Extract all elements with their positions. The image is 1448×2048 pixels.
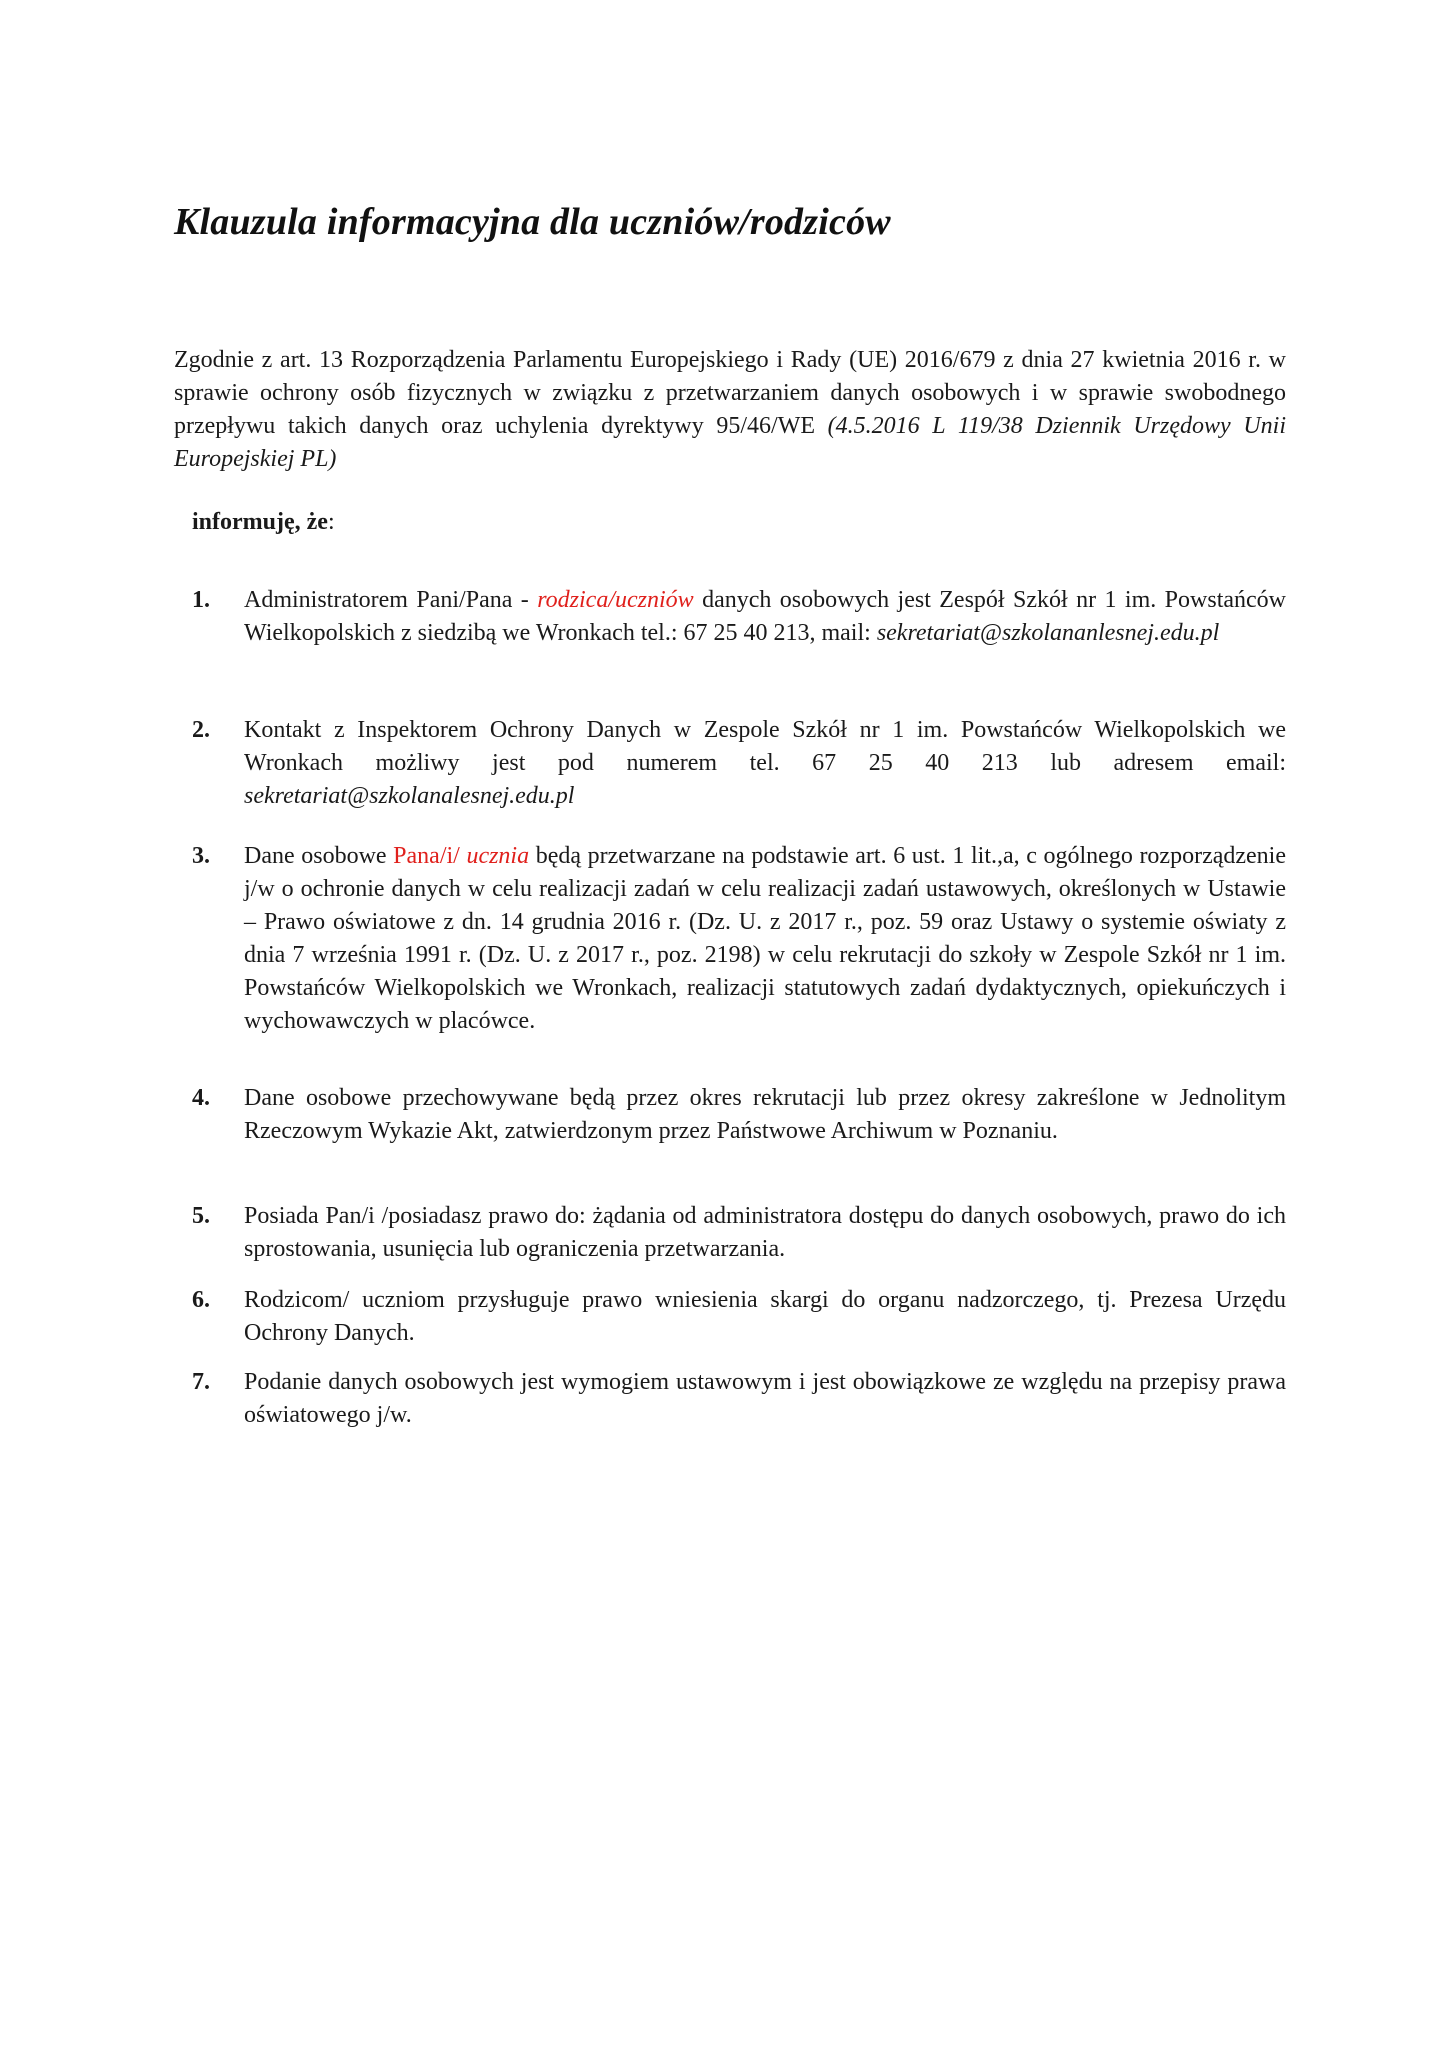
item-text: Dane osobowe przechowywane będą przez okres rekrutacji lub przez okresy zakreślone w Jednolitym Rzeczowym Wykazie Akt, zatwierdzonym przez Państwowe Archiwum w Poznaniu.: [244, 1085, 1286, 1144]
item-number: 5.: [192, 1203, 210, 1229]
highlighted-text: Pana/i/: [393, 843, 467, 869]
email-link[interactable]: sekretariat@szkolananlesnej.edu.pl: [876, 620, 1220, 646]
highlighted-text: rodzica/uczniów: [537, 587, 694, 613]
item-number: 4.: [192, 1085, 210, 1111]
item-text: [244, 840, 1286, 1038]
inform-line: [192, 506, 335, 539]
list-item-6: [192, 1284, 1286, 1350]
item-text-part: Administratorem Pani/Pana -: [244, 587, 538, 613]
intro-reference: (4.5.2016 L 119/38 Dziennik Urzędowy Unii Europejskiej PL): [174, 413, 1286, 472]
item-text: Posiada Pan/i /posiadasz prawo do: żądania od administratora dostępu do danych osobowych, prawo do ich sprostowania, usunięcia lub ograniczenia przetwarzania.: [244, 1203, 1286, 1262]
item-text-part: Dane osobowe: [244, 843, 394, 869]
highlighted-text: ucznia: [466, 843, 530, 869]
email-link[interactable]: sekretariat@szkolanalesnej.edu.pl: [244, 783, 575, 809]
intro-text: Zgodnie z art. 13 Rozporządzenia Parlamentu Europejskiego i Rady (UE) 2016/679 z dnia 27 kwietnia 2016 r. w sprawie ochrony osób fizycznych w związku z przetwarzaniem danych osobowych i w sprawie swobodnego przepływu takich danych oraz uchylenia dyrektywy 95/46/WE: [174, 347, 1286, 439]
intro-paragraph: [174, 344, 1286, 476]
item-number: 3.: [192, 843, 210, 869]
item-number: 7.: [192, 1369, 210, 1395]
item-text: [244, 714, 1286, 813]
list-item-7: [192, 1366, 1286, 1432]
list-item-2: [192, 714, 1286, 813]
inform-label: informuję, że: [192, 509, 328, 535]
item-text-part: Kontakt z Inspektorem Ochrony Danych w Zespole Szkół nr 1 im. Powstańców Wielkopolskich we Wronkach możliwy jest pod numerem tel. 67 25 40 213 lub adresem email:: [244, 717, 1286, 776]
list-item-1: [192, 584, 1286, 650]
item-text: Rodzicom/ uczniom przysługuje prawo wniesienia skargi do organu nadzorczego, tj. Prezesa Urzędu Ochrony Danych.: [244, 1287, 1286, 1346]
item-number: 6.: [192, 1287, 210, 1313]
item-text-part: danych osobowych jest Zespół Szkół nr 1 im. Powstańców Wielkopolskich z siedzibą we Wronkach tel.: 67 25 40 213, mail:: [244, 587, 1286, 646]
list-item-5: [192, 1200, 1286, 1266]
item-text: [244, 584, 1286, 650]
list-item-3: [192, 840, 1286, 1038]
inform-colon: :: [327, 509, 335, 535]
item-number: 1.: [192, 587, 210, 613]
document-title: Klauzula informacyjna dla uczniów/rodziców: [174, 201, 891, 243]
item-text-part: będą przetwarzane na podstawie art. 6 ust. 1 lit.,a, c ogólnego rozporządzenie j/w o ochronie danych w celu realizacji zadań w celu realizacji zadań ustawowych, określonych w Ustawie – Prawo oświatowe z dn. 14 grudnia 2016 r. (Dz. U. z 2017 r., poz. 59 oraz Ustawy o systemie oświaty z dnia 7 września 1991 r. (Dz. U. z 2017 r., poz. 2198) w celu rekrutacji do szkoły w Zespole Szkół nr 1 im. Powstańców Wielkopolskich we Wronkach, realizacji statutowych zadań dydaktycznych, opiekuńczych i wychowawczych w placówce.: [244, 843, 1287, 1034]
item-text: Podanie danych osobowych jest wymogiem ustawowym i jest obowiązkowe ze względu na przepisy prawa oświatowego j/w.: [244, 1369, 1286, 1428]
item-number: 2.: [192, 717, 210, 743]
list-item-4: [192, 1082, 1286, 1148]
